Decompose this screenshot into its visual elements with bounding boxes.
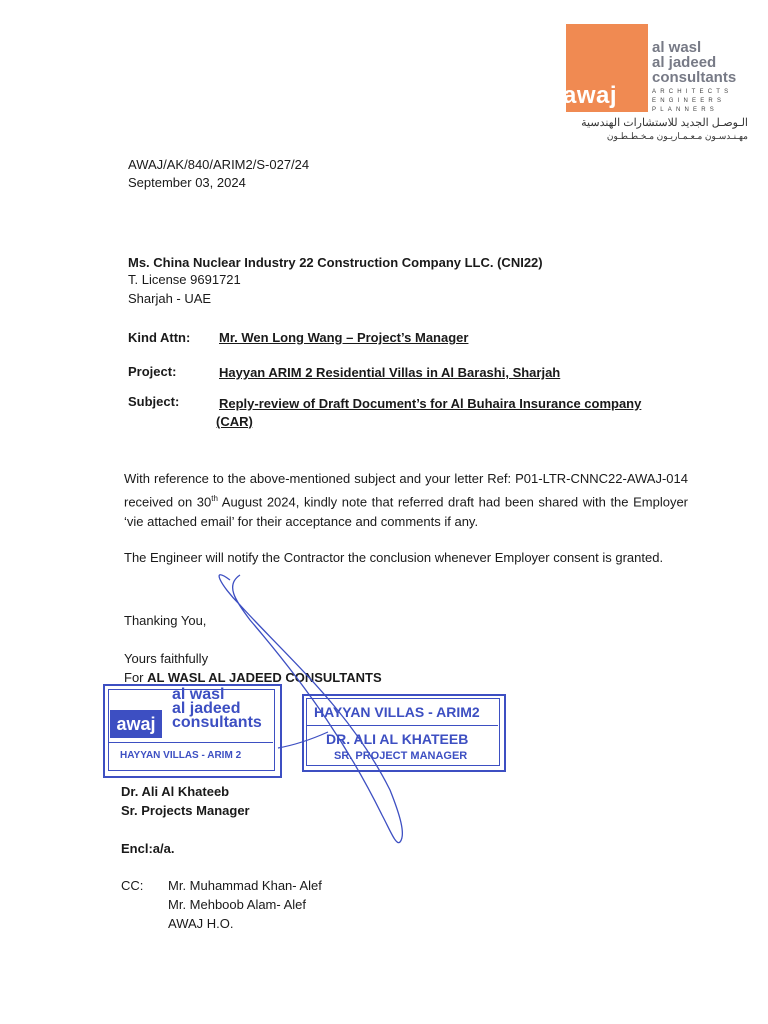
logo-tagline-1: ARCHITECTS [652, 89, 733, 95]
stamp-awaj-mark: awaj [110, 710, 162, 738]
cc-recipient-1: Mr. Muhammad Khan- Alef [168, 878, 322, 893]
subject-value-line-2: (CAR) [216, 414, 253, 429]
project-label: Project: [128, 364, 177, 379]
recipient-name: Ms. China Nuclear Industry 22 Construction Company LLC. (CNI22) [128, 255, 543, 270]
logo-name-line-1: al wasl [652, 39, 702, 56]
enclosure: Encl:a/a. [121, 841, 175, 856]
signatory-title: Sr. Projects Manager [121, 803, 250, 818]
stamp-brand-line-3: consultants [172, 714, 262, 731]
for-company-line: For AL WASL AL JADEED CONSULTANTS [124, 670, 382, 685]
logo-name-line-2: al jadeed [652, 54, 717, 71]
stamp-company-label: HAYYAN VILLAS - ARIM 2 [120, 750, 242, 761]
attn-label: Kind Attn: [128, 330, 191, 345]
logo-name-line-3: consultants [652, 69, 737, 86]
cc-label: CC: [121, 878, 144, 893]
logo-tagline-2: ENGINEERS [652, 98, 726, 104]
cc-recipient-3: AWAJ H.O. [168, 916, 234, 931]
project-value: Hayyan ARIM 2 Residential Villas in Al Barashi, Sharjah [219, 365, 561, 380]
logo-tagline-3: PLANNERS [652, 107, 718, 113]
logo-wordmark: awaj [563, 82, 618, 109]
stamp-brand-line-1: al wasl [172, 686, 225, 703]
body-paragraph-1: With reference to the above-mentioned subject and your letter Ref: P01-LTR-CNNC22-AWAJ-014 received on 30th August 2024, kindly note that referred draft had been shared with the Employer ‘vie attached email’ for their acceptance and comments if any. [124, 471, 689, 530]
logo-arabic-name: الـوصـل الجديد للاستشارات الهندسية [581, 117, 748, 129]
subject-value-line-1: Reply-review of Draft Document’s for Al Buhaira Insurance company [219, 396, 642, 411]
body-paragraph-2: The Engineer will notify the Contractor the conclusion whenever Employer consent is granted. [124, 550, 664, 565]
stamp-project-title: HAYYAN VILLAS - ARIM2 [314, 704, 480, 720]
signatory-name: Dr. Ali Al Khateeb [121, 784, 230, 799]
stamp-project-name: DR. ALI AL KHATEEB [326, 731, 469, 747]
subject-label: Subject: [128, 394, 180, 409]
thanks-text: Thanking You, [124, 613, 207, 628]
logo-arabic-tagline: مهـنـدسـون مـعـمـاريـون مـخـطـطـون [606, 131, 748, 141]
stamp-project-role: SR. PROJECT MANAGER [334, 750, 468, 762]
recipient-license: T. License 9691721 [128, 272, 241, 287]
reference-number: AWAJ/AK/840/ARIM2/S-027/24 [128, 157, 310, 172]
stamp-brand-line-2: al jadeed [172, 700, 241, 717]
letter-date: September 03, 2024 [128, 175, 246, 190]
recipient-location: Sharjah - UAE [128, 291, 212, 306]
cc-recipient-2: Mr. Mehboob Alam- Alef [168, 897, 307, 912]
closing-text: Yours faithfully [124, 651, 209, 666]
attn-value: Mr. Wen Long Wang – Project’s Manager [219, 330, 469, 345]
